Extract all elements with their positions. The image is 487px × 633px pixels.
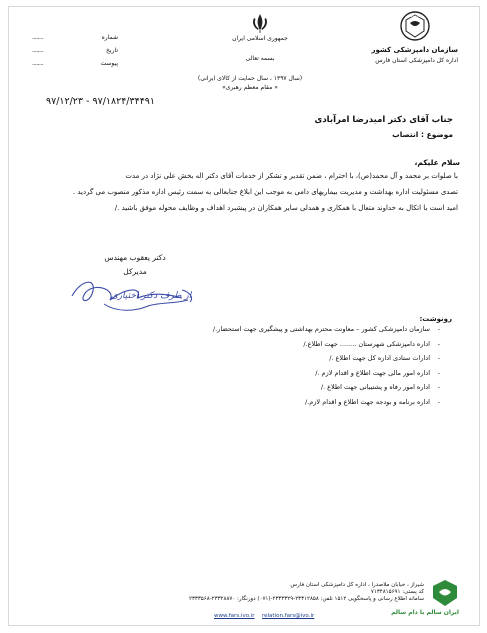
footer-phones: سامانه اطلاع رسانی و پاسخگویی ۱۵۱۲ تلفن: ۲۳۳۱۲۸۵۸-۲۳۳۳۳۲۹-(۰۷۱) دورنگار: ۲۳۳۲۸۸۷۰-۲۳۳۳۵۶۸ <box>188 596 424 602</box>
year-slogan: (سال ۱۳۹۷ ، سال حمایت از کالای ایرانی) <box>197 75 303 82</box>
meta-attachment-label: پیوست <box>100 60 118 67</box>
footer-brand-text: ایران سالم با دام سالم <box>391 609 459 616</box>
cc-item: -اداره امور رفاه و پشتیبانی جهت اطلاع ./ <box>320 383 440 391</box>
meta-date-label: تاریخ <box>106 47 118 54</box>
cc-item: -ادارات ستادی اداره کل جهت اطلاع ./ <box>329 354 440 362</box>
subject: موضوع : انتصاب <box>392 130 453 139</box>
body-line-1: با صلوات بر محمد و آل محمد(ص)، با احترام ، ضمن تقدیر و تشکر از خدمات آقای دکتر اله بخش علی نژاد در مدت <box>125 172 458 180</box>
greeting: سلام علیکم، <box>414 158 460 167</box>
year-slogan-attribution: « مقام معظم رهبری» <box>222 84 278 91</box>
meta-number-value: ........ <box>32 34 44 41</box>
meta-date-row <box>32 47 118 57</box>
cc-item: -سازمان دامپزشکی کشور – معاونت محترم بهداشتی و پیشگیری جهت استحضار./ <box>212 325 440 333</box>
body-line-3: امید است با اتکال به خداوند متعال با همکاری و همدلی سایر همکاران در پیشبرد اهداف و وظایف محوله موفق باشید ./ <box>114 204 458 212</box>
footer-postal: کد پستی: ۷۱۳۴۸۱۵۶۹۱ <box>370 589 424 595</box>
classification-label: بسمه تعالی <box>245 55 275 62</box>
org-department: اداره کل دامپزشکی استان فارس <box>375 57 458 64</box>
body-line-2: تصدی مسئولیت اداره بهداشت و مدیریت بیماریهای دامی به موجب این ابلاغ جنابعالی به سمت رئیس اداره مذکور منصوب می گردید . <box>72 188 458 196</box>
meta-attachment-value: ........ <box>32 60 44 67</box>
meta-number-row <box>32 34 118 44</box>
iran-emblem-icon <box>249 12 271 34</box>
footer-email-link[interactable]: relation.fars@ivo.ir <box>262 613 315 619</box>
cc-item: -اداره دامپزشکی شهرستان ........ جهت اطلاع./ <box>303 339 440 348</box>
meta-number-label: شماره <box>101 34 118 41</box>
recipient: جناب آقای دکتر امیدرضا امرآبادی <box>314 115 453 125</box>
signatory-name: دکتر یعقوب مهندس <box>104 253 166 262</box>
meta-date-value: ........ <box>32 47 44 54</box>
footer-website-link[interactable]: www.fars.ivo.ir <box>214 613 255 619</box>
org-name: سازمان دامپزشکی کشور <box>371 46 458 54</box>
cc-item: -اداره امور مالی جهت اطلاع و اقدام لازم ./ <box>315 368 440 377</box>
handwritten-note: از طرف دکتر اختیاری <box>110 291 192 301</box>
cc-item: -اداره برنامه و بودجه جهت اطلاع و اقدام لازم./ <box>305 397 440 406</box>
cc-list <box>150 325 440 412</box>
healthy-livestock-logo-icon <box>430 578 460 608</box>
meta-attachment-row <box>32 60 118 70</box>
footer-address: شیراز ، خیابان ملاصدرا ، اداره کل دامپزشکی استان فارس <box>290 582 424 588</box>
logo-text: جهاد <box>410 13 420 19</box>
emblem-caption: جمهوری اسلامی ایران <box>232 35 288 42</box>
cc-heading: رونوشت: <box>419 315 452 323</box>
letter-number: ۹۷/۱۲/۲۳ - ۹۷/۱۸۲۴/۳۴۴۹۱ <box>46 96 156 107</box>
signatory-title: مدیرکل <box>123 267 147 276</box>
